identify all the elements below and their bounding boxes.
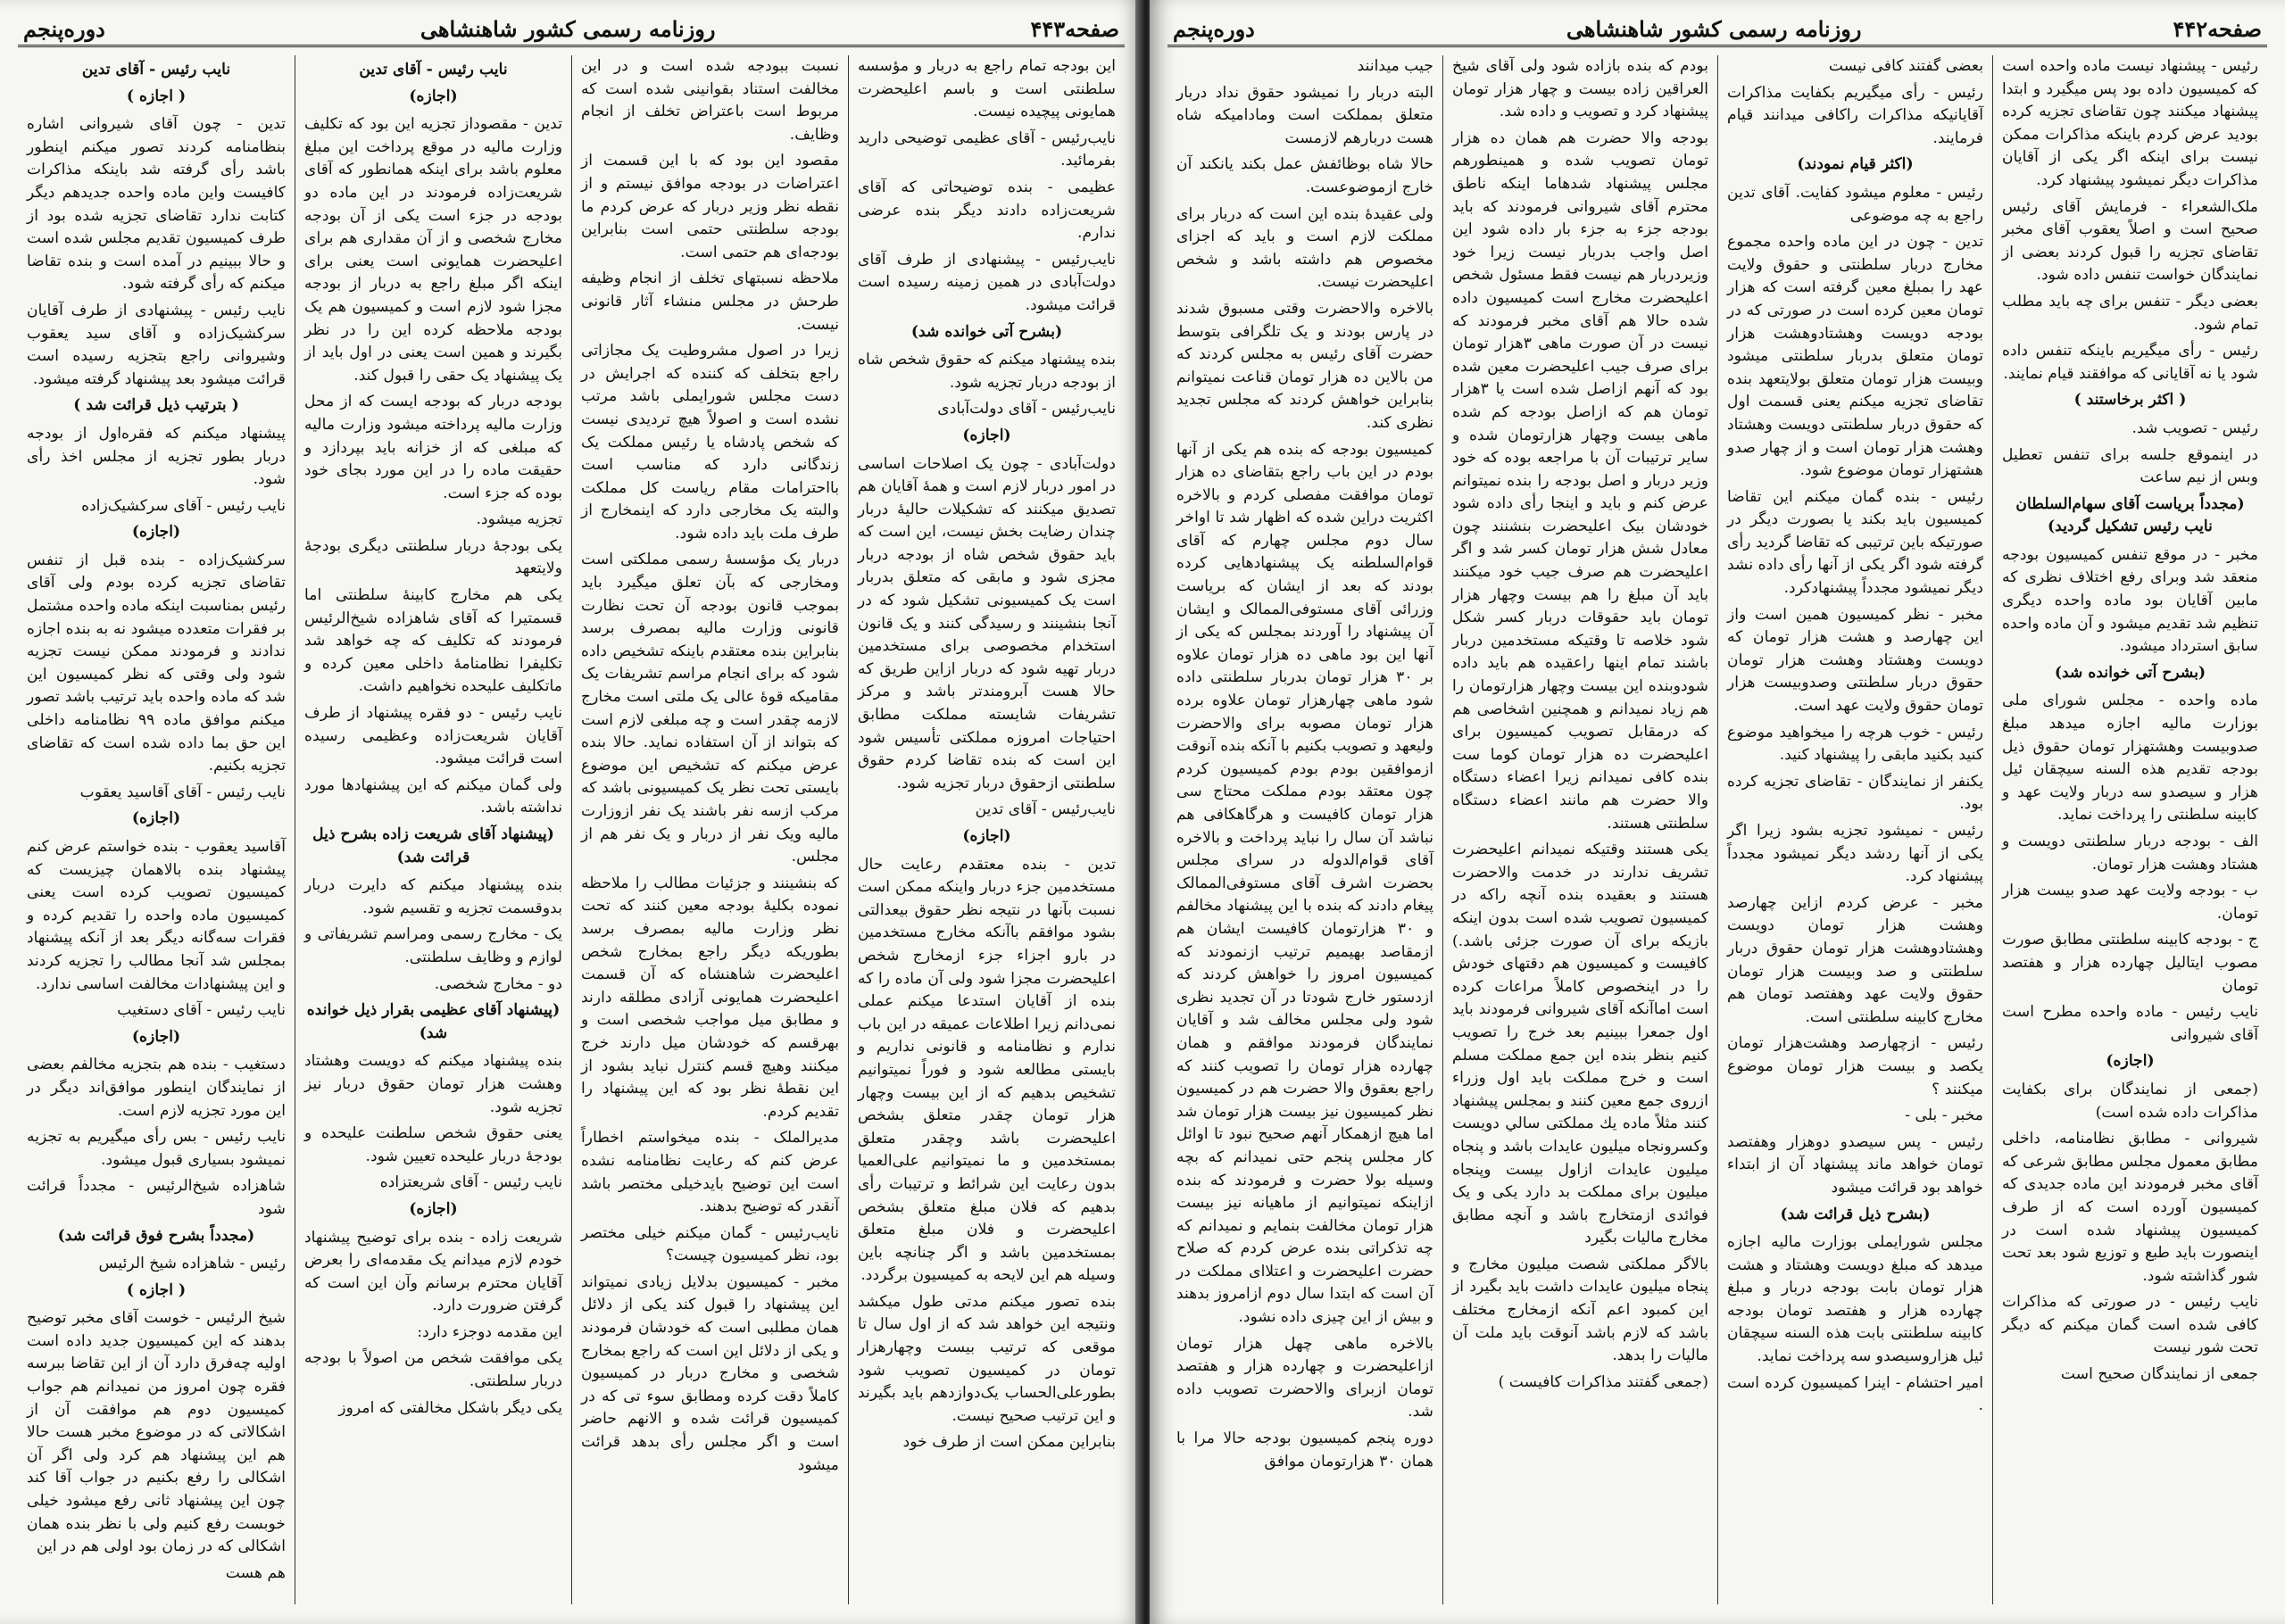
stage-note: (اجازه) xyxy=(962,827,1011,845)
stage-note: (اجازه) xyxy=(409,1199,458,1218)
paragraph: بنده پیشنهاد میکنم که دویست وهشتاد وهشت هزار تومان حقوق دربار نیز تجزیه شود. xyxy=(304,1052,562,1116)
paragraph: (جمعی از نمایندگان برای بکفایت مذاکرات داده شده است) xyxy=(2002,1080,2258,1122)
paragraph: دربار یک مؤسسهٔ رسمی مملکتی است ومخارجی که بآن تعلق میگیرد باید بموجب قانون بودجه آن تحت نظارت قانونی وزارت مالیه بمصرف برسد بنابراین بنده معتقدم باینکه تشخیص داده شود که برای انجام مراسم تشریفات یک مقامیکه قوهٔ عالی یک ملتی است مخارج لازمه چقدر است و چه مبلغی لازم است که بتواند از آن استفاده نماید. حالا بنده عرض میکنم که تشخیص این موضوع بایستی تحت نظر یک کمیسیونی باشد که مرکب ازسه نفر باشند یک نفر ازوزارت مالیه ویک نفر از دربار و یک نفر هم از مجلس. xyxy=(581,551,839,866)
paragraph: ملاحظه نسبتهای تخلف از انجام وظیفه طرحش در مجلس منشاء آثار قانونی نیست. xyxy=(581,269,839,334)
paragraph: البته دربار را نمیشود حقوق نداد دربار متعلق بمملکت است ومادامیکه شاه هست دربارهم لازمست xyxy=(1176,83,1433,147)
term-label: دوره‌پنجم xyxy=(1173,15,1255,42)
paragraph: بنده پیشنهاد میکنم که دایرت دربار بدوقسمت تجزیه و تقسیم شود. xyxy=(304,876,562,917)
paragraph: عظیمی - بنده توضیحاتی که آقای شریعت‌زاده دادند دیگر بنده عرضی ندارم. xyxy=(858,178,1116,243)
paragraph: (جمعی گفتند مذاکرات کافیست ) xyxy=(1498,1372,1708,1391)
column-4 xyxy=(1167,55,1442,1604)
paragraph: رئیس - معلوم میشود کفایت. آقای تدین راجع به چه موضوعی xyxy=(1727,183,1983,225)
paragraph: تدین - چون آقای شیروانی اشاره بنظامنامه کردند تصور میکنم اینطور باشد رأی گرفته شد باینکه مذاکرات کافیست واین ماده واحده جدیدهم دیگر کتابت ندارد تقاضای تجزیه شده بود از طرف کمیسیون تقدیم مجلس شده است و حالا ببینیم در آمده است و بنده تقاضا میکنم که رأی گرفته شود. xyxy=(27,115,286,294)
paragraph: نایب‌رئیس - پیشنهادی از طرف آقای دولت‌آبادی در همین زمینه رسیده است قرائت میشود. xyxy=(858,250,1116,314)
paragraph: بالاخره ماهی چهل هزار تومان ازاعلیحضرت و چهارده هزار و هفتصد تومان ازبرای والاحضرت تصویب داده شد. xyxy=(1176,1334,1433,1421)
stage-note: (بشرح آتی خوانده شد) xyxy=(2054,663,2206,682)
page-442 xyxy=(1150,0,2285,1624)
paragraph: شاهزاده شیخ‌الرئیس - مجدداً قرائت شود xyxy=(27,1177,286,1218)
paragraph: این مقدمه دوجزء دارد: xyxy=(417,1322,562,1341)
paragraph: یکی هم مخارج کابینهٔ سلطنتی اما قسمتیرا که آقای شاهزاده شیخ‌الرئیس فرمودند که تکلیف که چه خواهد شد تکلیفرا نظامنامهٔ داخلی معین کرده و ماتکلیف علیحده نخواهیم داشت. xyxy=(304,586,562,696)
stage-note: (بشرح آتی خوانده شد) xyxy=(910,322,1063,341)
paragraph: جمعی از نمایندگان صحیح است xyxy=(2060,1365,2258,1384)
stage-note: (پیشنهاد آقای عظیمی بقرار ذیل خوانده شد) xyxy=(306,1001,561,1042)
paragraph: زیرا در اصول مشروطیت یک مجازاتی راجع بتخلف که کننده که اجرایش در دست مجلس شورایملی باشد مرتب نشده است و اصولاً هیچ تردیدی نیست که شخص پادشاه یا رئیس مملکت یک زندگانی دارد که مناسب است بااحترامات مقام ریاست کل مملکت والبته یک مخارجی دارد که اینمخارج از طرف ملت باید داده شود. xyxy=(581,342,839,543)
paragraph: شیخ الرئیس - خوست آقای مخبر توضیح بدهند که این کمیسیون جدید داده است اولیه چه‌فرق دارد آن از این تقاضا ببرسه فقره چون امروز من نمیدانم هم جواب کمیسیون دوم هم موافقت آن از اشکالاتی که در موضوع مخبر هست حالا هم این پیشنهاد هم کرد ولی اگر آن اشکالی را رفع بکنیم در جواب آقا کند چون این پیشنهاد ثانی رفع میشود خیلی خوبست رفع کنیم ولی با نظر بنده همان اشکالی که در زمان بود اولی هم در این xyxy=(27,1309,286,1556)
paragraph: این بودجه تمام راجع به دربار و مؤسسه سلطنتی است و باسم اعلیحضرت همایونی پیچیده نیست. xyxy=(858,57,1116,121)
paragraph: رئیس - شاهزاده شیخ الرئیس xyxy=(98,1255,286,1273)
speaker-heading: نایب رئیس - آقای تدین xyxy=(81,61,231,79)
page-443 xyxy=(0,0,1142,1624)
paragraph: بعضی گفتند کافی نیست xyxy=(1828,57,1983,75)
paragraph: مدیرالملک - بنده میخواستم اخطاراً عرض کنم که رعایت نظامنامه نشده است این توضیح بایدخیلی مختصر باشد آنقدر که توضیح بدهند. xyxy=(581,1129,839,1216)
paragraph: ب - بودجه ولایت عهد صدو بیست هزار تومان. xyxy=(2002,882,2258,923)
paragraph: مخبر - نظر کمیسیون همین است واز این چهارصد و هشت هزار تومان که دویست وهشتاد وهشت هزار تومان حقوق دربار سلطنتی وصدوبیست هزار تومان حقوق ولایت عهد است. xyxy=(1727,605,1983,716)
stage-note: (اجازه) xyxy=(131,523,181,542)
paragraph: رئیس - خوب هرچه را میخواهید موضوع کنید بکنید مابقی را پیشنهاد کنید. xyxy=(1727,723,1983,765)
paragraph: که بنشینند و جزئیات مطالب را ملاحظه نموده بکلیهٔ بودجه معین کنند که تحت نظر وزارت مالیه بمصرف برسد بطوریکه دیگر راجع بمخارج شخص اعلیحضرت شاهنشاه که آن قسمت اعلیحضرت همایونی آزادی مطلقه دارند و مطابق میل مواجب شخصی است و بهرقسم که خودشان میل دارند خرج میکنند وهیچ قسم کنترل نباید بشود از این نقطهٔ نظر بود که این پیشنهاد را تقدیم کردم. xyxy=(581,874,839,1121)
paragraph: ملک‌الشعراء - فرمایش آقای رئیس صحیح است و اصلاً یعقوب آقای مخبر تقاضای تجزیه را قبول کردند بعضی از نمایندگان خواست تنفس داده شود. xyxy=(2002,197,2258,285)
stage-note: (اجازه) xyxy=(409,87,458,105)
paragraph: ولی عقیدهٔ بنده این است که دربار برای مملکت لازم است و باید که اجزای مخصوص هم داشته باشد و شخص اعلیحضرت نیست. xyxy=(1176,204,1433,292)
paragraph: نایب‌رئیس - آقای تدین xyxy=(975,800,1116,819)
paragraph: شیروانی - مطابق نظامنامه، داخلی مطابق معمول مجلس مطابق شرعی که آقای مخبر فرمودند این ماده جدیدی که کمیسیون آورده است که از طرف کمیسیون پیشنهاد شده است در اینصورت باید طبع و توزیع شود بعد تحت شور گذاشته شود. xyxy=(2002,1130,2258,1285)
paragraph: رئیس - نمیشود تجزیه بشود زیرا اگر یکی از آنها ردشد دیگر نمیشود مجدداً پیشنهاد کرد. xyxy=(1727,822,1983,886)
paragraph: رئیس - تصویب شد. xyxy=(2131,418,2258,437)
page-number: صفحه۴۴۲ xyxy=(2173,15,2262,42)
paragraph: سرکشیک‌زاده - بنده قبل از تنفس تقاضای تجزیه کرده بودم ولی آقای رئیس بمناسبت اینکه ماده واحده مشتمل بر فقرات متعدده میشود نه به بنده اجازه ندادند و فرمودند ممکن نیست تجزیه شود ولی وقتی که نظر کمیسیون این شد که ماده واحده باید ترتیب باشد تصور میکنم موافق ماده ۹۹ نظامنامه داخلی این حق بما داده شده است که تقاضای تجزیه بکنیم. xyxy=(27,551,286,775)
paragraph: نایب رئیس - بس رأی میگیریم به تجزیه نمیشود بسیاری قبول میشود. xyxy=(27,1128,286,1169)
stage-note: ( اکثر برخاستند ) xyxy=(2073,391,2187,410)
column-1 xyxy=(1992,55,2267,1604)
paragraph: امیر احتشام - اینرا کمیسیون کرده است . xyxy=(1727,1373,1983,1415)
paragraph: نایب رئیس - آقای شریعتزاده xyxy=(379,1173,562,1192)
stage-note: (پیشنهاد آقای شریعت زاده بشرح ذیل قرائت شد) xyxy=(312,825,554,866)
stage-note: (مجدداً بریاست آقای سهام‌السلطان نایب رئیس تشکیل گردید) xyxy=(2015,494,2245,536)
paragraph: بنده تصور میکنم مدتی طول میکشد ونتیجه این خواهد شد که از اول سال تا موقعی که ترتیب بیست وچهارهزار تومان در کمیسیون تصویب شود بطورعلی‌الحساب یک‌دوازدهم باید بگیرند و این ترتیب صحیح نیست. xyxy=(858,1292,1116,1425)
paragraph: دولت‌آبادی - چون یک اصلاحات اساسی در امور دربار لازم است و همهٔ آقایان هم تصدیق میکنند که تشکیلات حالیهٔ دربار چندان رضایت بخش نیست، این است که باید حقوق شخص شاه از بودجه دربار مجزی شود و مابقی که متعلق بدربار است یک کمیسیونی تشکیل شود که در آنجا بنشینند و رسیدگی کنند و یک قانون استخدام مخصوصی برای مستخدمین دربار تهیه شود که دربار ازاین طریق که حالا هست آبرومندتر باشد و مرکز تشریفات شایسته مملکت مطابق احتیاجات امروزه مملکتی تأسیس شود این است که بنده تقاضا کردم حقوق سلطنتی ازحقوق دربار تجزیه شود. xyxy=(858,454,1116,792)
column-1 xyxy=(848,55,1125,1604)
paragraph: دستغیب - بنده هم بتجزیه مخالفم بعضی از نمایندگان اینطور موافق‌اند دیگر در این مورد تجزیه لازم است. xyxy=(27,1056,286,1120)
stage-note: ( اجازه ) xyxy=(126,87,187,105)
paragraph: هم هست xyxy=(225,1563,286,1582)
paragraph: دو - مخارج شخصی. xyxy=(434,974,562,993)
paragraph: در اینموقع جلسه برای تنفس تعطیل وبس از نیم ساعت xyxy=(2002,445,2258,487)
paragraph: مخبر - در موقع تنفس کمیسیون بودجه منعقد شد وبرای رفع اختلاف نظری که مابین آقایان بود ماده واحده دیگری تنظیم شد تقدیم میشود و آن ماده واحده سابق استرداد میشود. xyxy=(2002,545,2258,656)
paragraph: یک - مخارج رسمی ومراسم تشریفاتی و لوازم و وظایف سلطنتی. xyxy=(304,925,562,966)
stage-note: (اجازه) xyxy=(2106,1052,2155,1071)
paragraph: تدین - مقصوداز تجزیه این بود که تکلیف وزارت مالیه در موقع پرداخت این مبلغ معلوم باشد برای اینکه همانطور که آقای شریعت‌زاده فرمودند در این ماده دو بودجه در جزء است یکی از آن بودجه مخارج شخصی و از آن مقداری هم برای اعلیحضرت همایونی است یعنی برای اینکه اگر مبلغ راجع به دربار از بودجه مجزا شود لازم است و کمیسیون هم یک بودجه ملاحظه کرده این را در نظر بگیرند و همین است یعنی در اول باید از یک پیشنهاد یک حقی را قبول کند. xyxy=(304,115,562,385)
paragraph: تدین - بنده معتقدم رعایت حال مستخدمین جزء دربار واینکه ممکن است نسبت بآنها در نتیجه نظر حقوق بیعدالتی بشود موافقم باآنکه مخارج مستخدمین در بارو اجزاء جزء ازمخارج شخص اعلیحضرت مجزا شود ولی آن ماده را که بنده از آقایان استدعا میکنم عملی نمی‌دانم زیرا اطلاعات عمیقه در این باب ندارم و نظامنامه و قانونی نداریم و بایستی مطالعه شود و فوراً نمیتوانیم تشخیص بدهیم که از این بیست وچهار هزار تومان چقدر متعلق بشخص اعلیحضرت باشد وچقدر متعلق بمستخدمین و ما نمیتوانیم علی‌العمیا بدون رعایت این شرائط و ترتیبات رأی بدهیم که فلان مبلغ متعلق بشخص اعلیحضرت و فلان مبلغ متعلق بمستخدمین باشد و اگر چنانچه باین وسیله هم این لایحه به کمیسیون برگردد. xyxy=(858,855,1116,1285)
paragraph: رئیس - رأی میگیریم باینکه تنفس داده شود یا نه آقایانی که موافقند قیام نمایند. xyxy=(2002,342,2258,383)
column-2 xyxy=(1717,55,1992,1604)
paragraph: حالا شاه بوظائفش عمل بکند یانکند آن خارج ازموضوعست. xyxy=(1176,155,1433,196)
paragraph: رئیس - رأی میگیریم بکفایت مذاکرات آقایانیکه مذاکرات راکافی میدانند قیام فرمایند. xyxy=(1727,83,1983,147)
page-header xyxy=(1167,12,2267,47)
paragraph: رئیس - بنده گمان میکنم این تقاضا کمیسیون باید بکند یا بصورت دیگر در صورتیکه باین ترتیبی که تقاضا گردید رأی گرفته شود اگر یکی از آنها رأی داده نشد دیگر نمیشود مجدداً پیشنهادکرد. xyxy=(1727,487,1983,598)
stage-note: (اجازه) xyxy=(962,426,1011,444)
paragraph: رئیس - ازچهارصد وهشت‌هزار تومان یکصد و بیست هزار تومان موضوع میکنند ؟ xyxy=(1727,1034,1983,1098)
stage-note: (بشرح ذیل قرائت شد) xyxy=(1780,1205,1931,1223)
paragraph: تجزیه میشود. xyxy=(476,510,562,529)
paragraph: بودم که بنده بازاده شود ولی آقای شیخ العراقین زاده بیست و چهار هزار تومان پیشنهاد کرد و تصویب و داده شد. xyxy=(1452,57,1708,121)
columns xyxy=(1167,55,2267,1604)
paragraph: بنده پیشنهاد میکنم که حقوق شخص شاه از بودجه دربار تجزیه شود. xyxy=(858,351,1116,392)
paragraph: مخبر - کمیسیون بدلایل زیادی نمیتواند این پیشنهاد را قبول کند یکی از دلائل همان مطلبی است که خودشان فرمودند و یکی از دلائل این است که راجع بمخارج شخصی و مخارج دربار در کمیسیون کاملاً دقت کرده ومطابق سوء تی که در کمیسیون قرائت شده و الانهم حاضر است و اگر مجلس رأی بدهد قرائت میشود xyxy=(581,1272,839,1474)
stage-note: (اجازه) xyxy=(131,1027,181,1046)
stage-note: (اکثر قیام نمودند) xyxy=(1797,155,1914,174)
columns xyxy=(18,55,1125,1604)
paragraph: بودجه دربار که بودجه ایست که از محل وزارت مالیه پرداخته میشود وزارت مالیه که مبلغی که از خزانه باید بپردازد و حقیقت ماده را در این مورد بجای خود بوده که جزء است. xyxy=(304,393,562,502)
paragraph: نایب رئیس - دو فقره پیشنهاد از طرف آقایان شریعت‌زاده وعظیمی رسیده است قرائت میشود. xyxy=(304,704,562,768)
paragraph: نایب‌رئیس - آقای عظیمی توضیحی دارید بفرمائید. xyxy=(858,128,1116,170)
stage-note: ( اجازه ) xyxy=(126,1280,187,1299)
paragraph: مخبر - عرض کردم ازاین چهارصد وهشت هزار تومان دویست وهشتادوهشت هزار تومان حقوق دربار سلطنتی و صد وبیست هزار تومان حقوق ولایت عهد وهفتصد تومان هم مخارج کابینه سلطنتی است. xyxy=(1727,893,1983,1026)
paragraph: مقصود این بود که با این قسمت از اعتراضات در بودجه موافق نیستم و از نقطه نظر وزیر دربار که عرض کردم ما بودجه سلطنتی حتمی است بنابراین بودجه‌ای هم حتمی است. xyxy=(581,152,839,261)
paragraph: یکی هستند وقتیکه نمیدانم اعلیحضرت تشریف ندارند در خدمت والاحضرت هستند و بعقیده بنده آنچه راکه در کمیسیون تصویب شده است بدون اینکه بازیکه برای آن صورت جزئی باشد.) کافیست و کمیسیون هم دقتهای خودش را در اینخصوص کاملاً مراعات کرده است اماآنکه آقای شیروانی فرمودند باید اول جمعرا ببینیم بعد خرج را تصویب کنیم بنظر بنده این جمع مملکت مسلم است و خرج مملکت باید اول وزراء ازروی جمع معین کنند و بمجلس پیشنهاد کنند مثلاً ماده يك مملکتی سالي دويست وكسرونجاه ميليون عايدات باشد و پنجاه ميليون عایدات ازاول بيست وپنجاه میلیون برای مملکت بد دارد یکی و یک فوائدی ازمتخارج باشد و آنچه مطابق مخارج ماليات بگيرد xyxy=(1452,841,1708,1247)
page-header xyxy=(18,12,1125,47)
newspaper-title: روزنامه رسمی کشور شاهنشاهی xyxy=(1566,15,1862,42)
paragraph: تدین - چون در این ماده واحده مجموع مخارج دربار سلطنتی و حقوق ولایت عهد را بمبلغ معین گرفته است که هزار تومان معین کرده است در صورتی که در بودجه دویست وهشتادوهشت هزار تومان متعلق بدربار سلطنتی میشود وبیست هزار تومان متعلق بولایتعهد بنده تقاضای تجزیه میکنم یعنی قسمت اول که حقوق دربار سلطنتی دویست وهشتاد وهشت هزار تومان است و از چهار صدو هشتهزار تومان موضوع شود. xyxy=(1727,233,1983,480)
paragraph: نایب‌رئیس - گمان میکنم خیلی مختصر بود، نظر کمیسیون چیست؟ xyxy=(581,1223,839,1265)
term-label: دوره‌پنجم xyxy=(23,15,105,42)
paragraph: پیشنهاد میکنم که فقره‌اول از بودجه دربار بطور تجزیه از مجلس اخذ رأی شود. xyxy=(27,424,286,489)
paragraph: یکی دیگر باشکل مخالفتی که امروز xyxy=(338,1398,562,1417)
newspaper-title: روزنامه رسمی کشور شاهنشاهی xyxy=(420,15,716,42)
paragraph: مخبر - بلی - xyxy=(1905,1106,1983,1125)
paragraph: دوره پنجم کمیسیون بودجه حالا مرا با همان ۳۰ هزارتومان موافق xyxy=(1176,1429,1433,1471)
paragraph: ولی گمان میکنم که این پیشنهادها مورد نداشته باشد. xyxy=(304,775,562,817)
paragraph: بالاخره والاحضرت وقتی مسبوق شدند در پارس بودند و یک تلگرافی بتوسط حضرت آقای رئیس به مجلس کردند که من بالاین ده هزار تومان قناعت نمیتوانم بنابراین خواهش کردند که مجلس تجدید نظری کند. xyxy=(1176,299,1433,432)
paragraph: یعنی حقوق شخص سلطنت علیحده و بودجهٔ دربار علیحده تعیین شود. xyxy=(304,1124,562,1165)
column-4 xyxy=(18,55,295,1604)
paragraph: یکی موافقت شخص من اصولاً با بودجه دربار سلطنتی. xyxy=(304,1349,562,1391)
paragraph: نایب رئیس - در صورتی که مذاکرات کافی شده است گمان میکنم که دیگر تحت شور نیست xyxy=(2002,1293,2258,1357)
column-3 xyxy=(1442,55,1717,1604)
stage-note: (اجازه) xyxy=(131,809,181,828)
paragraph: بودجه والا حضرت هم همان ده هزار تومان تصویب شده و همینطورهم مجلس پیشنهاد شدهاما اینکه ناطق محترم آقای شیروانی فرمودند که باید بودجه جزء به جزء بار داده شود این اصل واجب بدربار نیست زیرا خود وزیردربار هم نیست فقط مسئول شخص اعلیحضرت مخارج است کمیسیون داده شده حالا هم آقای مخبر فرمودند که نیست در آن صورت ماهی ۳هزار تومان برای صرف جیب اعلیحضرت معین شده بود که آنهم ازاصل شده است یا ۳هزار تومان هم که ازاصل بودجه کم شده ماهی بیست وچهار هزارتومان شده و سایر ترتیبات آن با مراجعه بوده که خود وزیر دربار و اصل بودجه را بنده نمیتوانم عرض کنم و باید و اینجا رأی داده شود خودشان بیک اعلیحضرت بنشنند چون معادل شش هزار تومان کسر شد و اگر اعلیحضرت هم صرف جیب خود میکنند باید آن مبلغ را هم بیست وچهار هزار تومان باید حقوقات دربار کسر شکل شود خلاصه تا وقتیکه مستخدمین دربار باشند تمام اینها راعقیده هم باید داده شودوبنده این بیست وچهار هزارتومان را هم زیاد نمیدانم و همچنین اشخاصی هم که درمقابل تصویب کمیسیون برای اعلیحضرت ده هزار تومان کوما ست بنده کافی نمیدانم زیرا اعضاء دستگاه والا حضرت هم مانند اعضاء دستگاه سلطنتی هستند. xyxy=(1452,128,1708,833)
speaker-heading: نایب رئیس - آقای تدین xyxy=(359,61,508,79)
paragraph: ج - بودجه کابینه سلطنتی مطابق صورت مصوب ایتالیل چهارده هزار و هفتصد تومان xyxy=(2002,931,2258,995)
paragraph: بالاگر مملکتی شصت میلیون مخارج و پنجاه میلیون عایدات داشت باید بگیرد از این کمبود اعم آنکه ازمخارج مختلف باشد که لازم باشد آنوقت باید ملت آن مالیات را بدهد. xyxy=(1452,1255,1708,1365)
paragraph: الف - بودجه دربار سلطنتی دویست و هشتاد وهشت هزار تومان. xyxy=(2002,833,2258,874)
paragraph: نایب رئیس - آقای دستغیب xyxy=(117,1001,286,1020)
page-number: صفحه۴۴۳ xyxy=(1030,15,1119,42)
paragraph: بعضی دیگر - تنفس برای چه باید مطلب تمام شود. xyxy=(2002,292,2258,334)
paragraph: مجلس شورایملی بوزارت مالیه اجازه میدهد که مبلغ دویست وهشتاد و هشت هزار تومان بابت بودجه دربار و مبلغ چهارده هزار و هفتصد تومان بودجه کابینه سلطنتی بابت هذه السنه سیچقان ئیل هزاروسیصدو سه پرداخت نماید. xyxy=(1727,1233,1983,1366)
paragraph: نایب رئیس - پیشنهادی از طرف آقایان سرکشیک‌زاده و آقای سید یعقوب وشیروانی راجع بتجزیه رسیده است قرائت میشود بعد پیشنهاد گرفته میشود. xyxy=(27,301,286,388)
column-2 xyxy=(571,55,848,1604)
paragraph: شریعت زاده - بنده برای توضیح پیشنهاد خودم لازم میدانم یک مقدمه‌ای را بعرض آقایان محترم برسانم وآن این است که گرفتن ضرورت دارد. xyxy=(304,1228,562,1315)
paragraph: بنابراین ممکن است از طرف خود xyxy=(902,1433,1116,1452)
paragraph: یکنفر از نمایندگان - تقاضای تجزیه کرده بود. xyxy=(1727,772,1983,814)
paragraph: رئیس - پیشنهاد نیست ماده واحده است که کمیسیون داده بود پس میگیرد و ابتدا پیشنهاد میکنند چون تقاضای تجزیه کرده بودید عرض کردم باینکه مذاکرات ممکن نیست برای اینکه اگر یکی از آقایان مذاکرات دیگر نمیشود پیشنهاد کرد. xyxy=(2002,57,2258,189)
stage-note: (مجدداً بشرح فوق قرائت شد) xyxy=(57,1226,255,1245)
paragraph: نسبت ببودجه شده است و در این مخالفت استناد بقوانینی شده است که مربوط است باعتراض تخلف از انجام وظایف. xyxy=(581,57,839,144)
paragraph: آقاسید یعقوب - بنده خواستم عرض کنم پیشنهاد بنده بالاهمان چیزیست که کمیسیون تصویب کرده است یعنی کمیسیون ماده واحده را تقدیم کرده و فقرات سه‌گانه دیگر بعد از آنکه پیشنهاد بمجلس شد آنجا مطالب را تجزیه کردند و این پیشنهادات مخالفت اساسی ندارد. xyxy=(27,838,286,993)
paragraph: نایب رئیس - آقای آقاسید یعقوب xyxy=(79,783,286,801)
paragraph: نایب‌رئیس - آقای دولت‌آبادی xyxy=(937,400,1116,418)
paragraph: کمیسیون بودجه که بنده هم یکی از آنها بودم در این باب راجع بتقاضای ده هزار تومان موافقت مفصلی کردم و بالاخره اکثریت دراین شده که اظهار شد تا اواخر سال دوم مجلس چهارم که آقای قوام‌السلطنه یک پیشنهادهایی کرده بودند که بعد از ایشان که بریاست وزرائی آقای مستوفی‌الممالک و ایشان آن پیشنهاد را آوردند بمجلس که یکی از آنها این بود ماهی ده هزار تومان علاوه بر ۳۰ هزار تومان بدربار سلطنتی داده شود ماهی چهارهزار تومان علاوه برده هزار تومان مصوبه برای والاحضرت ولیعهد و تصویب بکنیم با آنکه بنده آنوقت ازموافقین بودم بودم کمیسیون کردم چون معتقد بودم مملکت محتاج سی هزار تومان کافیست و هرگاهکافی هم نباشد آن سال را نباید پرداخت و بالاخره آقای قوام‌الدوله در سرای مجلس بحضرت اشرف آقای مستوفی‌الممالک پیغام دادند که بنده با این پیشنهاد مخالفم و ۳۰ هزارتومان کافیست ایشان هم ازمقاصد بهیمیم ترتیب ازنمودند که کمیسیون امروز را خواهش کردند که ازدستور خارج شودتا در آن تجدید نظری شود ولی مجلس مخالف شد و آقایان نمایندگان فرمودند موافقم و همان چهارده هزار تومان را تصویب کنند که راجع بعقوق والا حضرت هم در کمیسیون نظر کمیسیون نیز بیست هزار تومان شد اما هیچ ازهمکار آنهم صحیح نبود تا اوائل کار مجلس پنجم حتی نمیدانم که بچه وسیله بولا حضرت و فرمودند که بنده ازاینکه نمیتوانیم از ماهیانه نیز بیست هزار تومان مخالفت بنمایم و نمیدانم که چه تذکراتی بنده عرض کردم که صلاح حضرت اعلیحضرت و اعتلاای مملکت در آن است که ابتدا سال دوم ازامروز بدهند و بیش از این چیزی داده نشود. xyxy=(1176,440,1433,1327)
paragraph: رئیس - پس سیصدو دوهزار وهفتصد تومان خواهد ماند پیشنهاد آن از ابتداء خواهد بود قرائت میشود xyxy=(1727,1132,1983,1197)
paragraph: یکی بودجهٔ دربار سلطنتی دیگری بودجهٔ ولایتعهد xyxy=(304,536,562,578)
column-3 xyxy=(295,55,571,1604)
stage-note: ( بترتیب ذیل قرائت شد ) xyxy=(73,396,239,415)
paragraph: نایب رئیس - آقای سرکشیک‌زاده xyxy=(81,496,286,515)
paragraph: جیب میدانند xyxy=(1357,57,1433,75)
paragraph: ماده واحده - مجلس شورای ملی بوزارت مالیه اجازه میدهد مبلغ صدوبیست وهشتهزار تومان حقوق ذیل بودجه تقدیم هذه السنه سیچقان ئیل هزار و سیصدو سه دربار ولایت عهد و کابینه سلطنتی را پرداخت نماید. xyxy=(2002,692,2258,824)
paragraph: نایب رئیس - ماده واحده مطرح است آقای شیروانی xyxy=(2002,1003,2258,1044)
